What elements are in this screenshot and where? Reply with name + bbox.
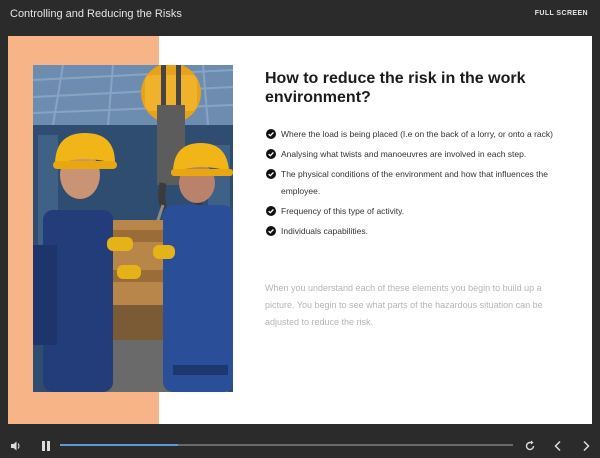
list-item (266, 146, 566, 163)
volume-icon[interactable] (10, 440, 22, 452)
course-title: Controlling and Reducing the Risks (10, 8, 182, 20)
list-item (266, 126, 566, 143)
fullscreen-button[interactable]: FULL SCREEN (534, 10, 588, 17)
progress-bar[interactable] (60, 444, 513, 446)
list-item (266, 166, 566, 200)
progress-fill (60, 444, 178, 446)
check-circle-icon (266, 129, 276, 139)
check-circle-icon (266, 206, 276, 216)
slide-heading: How to reduce the risk in the work environment? (265, 70, 526, 106)
check-circle-icon (266, 169, 276, 179)
list-item-text: Where the load is being placed (I.e on the back of a lorry, or onto a rack) (281, 129, 553, 139)
replay-icon[interactable] (524, 440, 536, 452)
slide-content (8, 36, 592, 424)
chevron-left-icon[interactable] (553, 440, 563, 452)
workers-photo (33, 65, 233, 392)
check-circle-icon (266, 226, 276, 236)
pause-icon[interactable] (41, 440, 51, 452)
list-item-text: The physical conditions of the environment and how that influences the employee. (281, 169, 548, 196)
risk-factor-list (266, 126, 566, 243)
chevron-right-icon[interactable] (581, 440, 591, 452)
list-item-text: Frequency of this type of activity. (281, 206, 405, 216)
player-controls (0, 424, 600, 458)
top-bar (0, 0, 600, 30)
list-item-text: Analysing what twists and manoeuvres are involved in each step. (281, 149, 527, 159)
list-item (266, 223, 566, 240)
list-item-text: Individuals capabilities. (281, 226, 368, 236)
summary-paragraph: When you understand each of these elements you begin to build up a picture. You begin to see what parts of the hazardous situation can be adjusted to reduce the risk. (265, 283, 543, 327)
list-item (266, 203, 566, 220)
check-circle-icon (266, 149, 276, 159)
